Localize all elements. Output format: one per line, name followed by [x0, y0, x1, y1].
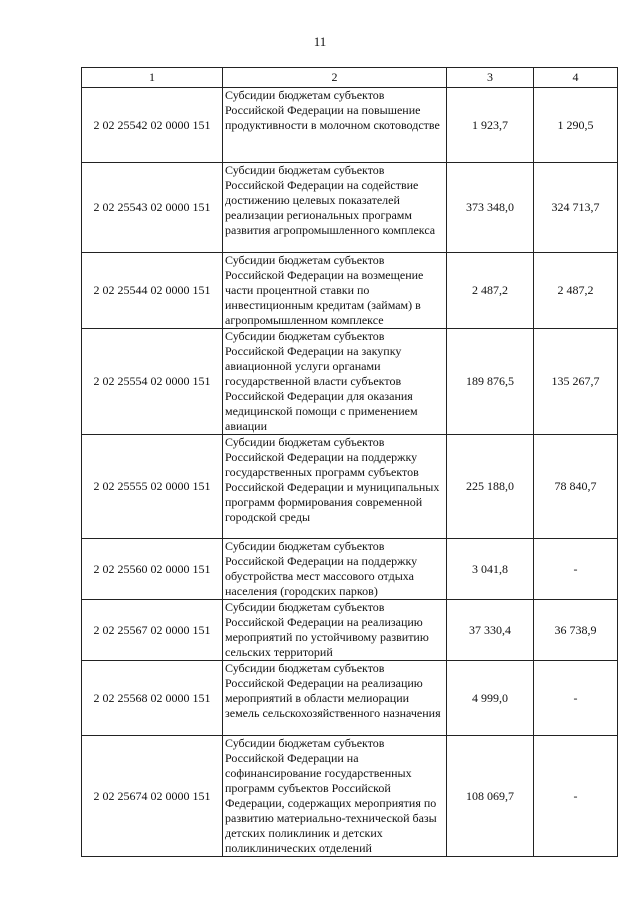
budget-code-cell: 2 02 25560 02 0000 151	[82, 539, 223, 600]
table-row	[82, 736, 618, 857]
amount-col4-cell: 78 840,7	[534, 435, 618, 539]
amount-col4-cell: 36 738,9	[534, 600, 618, 661]
amount-col3-cell: 108 069,7	[447, 736, 534, 857]
page-number: 11	[313, 34, 327, 49]
header-col-2: 2	[223, 68, 447, 88]
table-row	[82, 435, 618, 539]
header-row	[82, 68, 618, 88]
amount-col4-cell: 1 290,5	[534, 88, 618, 163]
amount-col3-cell: 3 041,8	[447, 539, 534, 600]
header-col-4: 4	[534, 68, 618, 88]
description-cell: Субсидии бюджетам субъектов Российской Федерации на повышение продуктивности в молочном скотоводстве	[223, 88, 447, 163]
description-cell: Субсидии бюджетам субъектов Российской Федерации на софинансирование государственных программ субъектов Российской Федерации, содержащих мероприятия по развитию материально-технической базы детских поликлиник и детских поликлинических отделений	[223, 736, 447, 857]
table-header	[82, 68, 618, 88]
header-col-3: 3	[447, 68, 534, 88]
amount-col4-cell: -	[534, 539, 618, 600]
table-row	[82, 88, 618, 163]
budget-code-cell: 2 02 25674 02 0000 151	[82, 736, 223, 857]
header-col-1: 1	[82, 68, 223, 88]
budget-code-cell: 2 02 25554 02 0000 151	[82, 329, 223, 435]
table-row	[82, 163, 618, 253]
description-cell: Субсидии бюджетам субъектов Российской Федерации на реализацию мероприятий в области мелиорации земель сельскохозяйственного назначения	[223, 661, 447, 736]
amount-col4-cell: -	[534, 736, 618, 857]
amount-col4-cell: 324 713,7	[534, 163, 618, 253]
amount-col4-cell: 2 487,2	[534, 253, 618, 329]
table-row	[82, 600, 618, 661]
budget-code-cell: 2 02 25544 02 0000 151	[82, 253, 223, 329]
description-cell: Субсидии бюджетам субъектов Российской Федерации на поддержку государственных программ субъектов Российской Федерации и муниципальных программ формирования современной городской среды	[223, 435, 447, 539]
amount-col3-cell: 4 999,0	[447, 661, 534, 736]
amount-col3-cell: 37 330,4	[447, 600, 534, 661]
table-row	[82, 661, 618, 736]
amount-col4-cell: 135 267,7	[534, 329, 618, 435]
amount-col3-cell: 1 923,7	[447, 88, 534, 163]
amount-col3-cell: 225 188,0	[447, 435, 534, 539]
amount-col4-cell: -	[534, 661, 618, 736]
amount-col3-cell: 189 876,5	[447, 329, 534, 435]
budget-code-cell: 2 02 25568 02 0000 151	[82, 661, 223, 736]
amount-col3-cell: 373 348,0	[447, 163, 534, 253]
budget-code-cell: 2 02 25567 02 0000 151	[82, 600, 223, 661]
description-cell: Субсидии бюджетам субъектов Российской Федерации на поддержку обустройства мест массового отдыха населения (городских парков)	[223, 539, 447, 600]
table-row	[82, 329, 618, 435]
amount-col3-cell: 2 487,2	[447, 253, 534, 329]
budget-table	[81, 67, 618, 857]
budget-code-cell: 2 02 25555 02 0000 151	[82, 435, 223, 539]
budget-code-cell: 2 02 25543 02 0000 151	[82, 163, 223, 253]
table-body	[82, 88, 618, 857]
description-cell: Субсидии бюджетам субъектов Российской Федерации на закупку авиационной услуги органами государственной власти субъектов Российской Федерации для оказания медицинской помощи с применением авиации	[223, 329, 447, 435]
table-row	[82, 253, 618, 329]
budget-code-cell: 2 02 25542 02 0000 151	[82, 88, 223, 163]
description-cell: Субсидии бюджетам субъектов Российской Федерации на содействие достижению целевых показателей реализации региональных программ развития агропромышленного комплекса	[223, 163, 447, 253]
table-row	[82, 539, 618, 600]
description-cell: Субсидии бюджетам субъектов Российской Федерации на реализацию мероприятий по устойчивому развитию сельских территорий	[223, 600, 447, 661]
description-cell: Субсидии бюджетам субъектов Российской Федерации на возмещение части процентной ставки по инвестиционным кредитам (займам) в агропромышленном комплексе	[223, 253, 447, 329]
